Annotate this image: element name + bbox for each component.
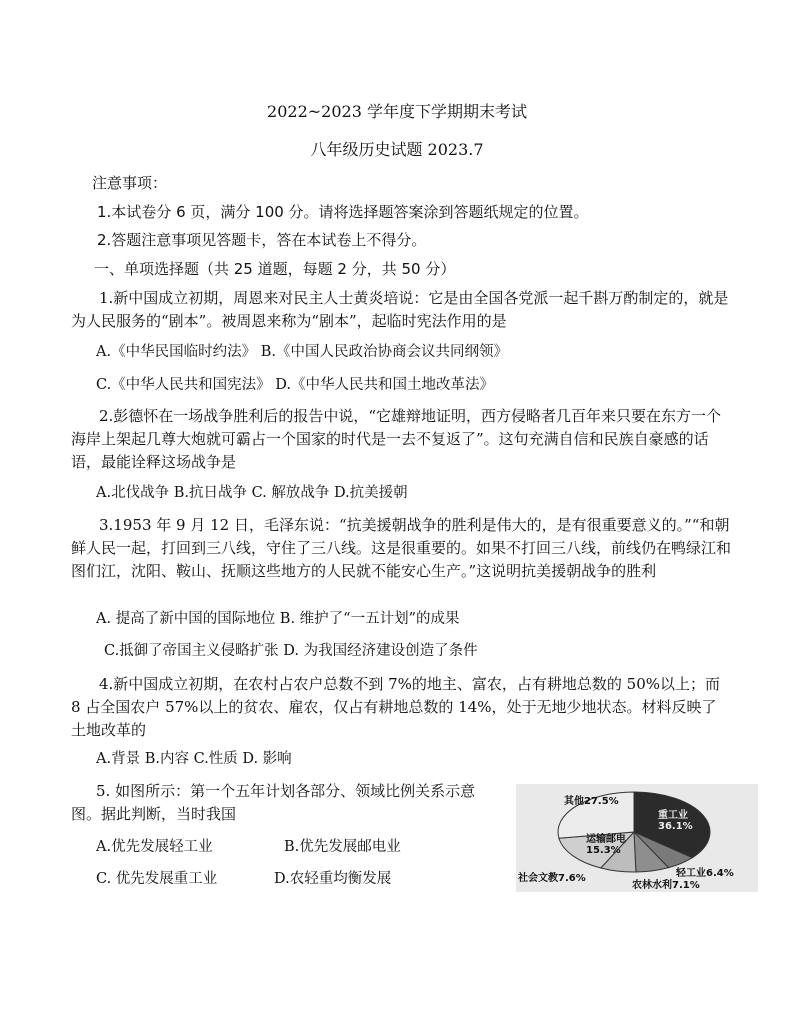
exam-subtitle: 八年级历史试题 2023.7 (310, 140, 484, 159)
question-5-option-c: C. 优先发展重工业 (96, 871, 218, 887)
pie-label-2: 轻工业6.4% (676, 868, 734, 879)
pie-label-1: 重工业 36.1% (658, 810, 693, 832)
question-5-stem-line-1: 5. 如图所示：第一个五年计划各部分、领域比例关系示意 (96, 782, 476, 800)
pie-chart (516, 784, 758, 892)
question-5-option-b: B.优先发展邮电业 (284, 839, 401, 855)
exam-title: 2022~2023 学年度下学期期末考试 (267, 102, 527, 121)
question-4-options: A.背景 B.内容 C.性质 D. 影响 (96, 751, 292, 767)
notes-heading: 注意事项： (92, 174, 168, 192)
section-title: 一、单项选择题（共 25 道题，每题 2 分，共 50 分） (94, 260, 456, 278)
question-5-stem-line-2: 图。据此判断，当时我国 (71, 805, 237, 823)
pie-label-4: 社会文教7.6% (518, 873, 586, 884)
question-4-stem: 4.新中国成立初期，在农村占农户总数不到 7%的地主、富农，占有耕地总数的 50%以上；而 8 占全国农户 57%以上的贫农、雇农，仅占有耕地总数的 14%，处于无地少地状态。材料反映了土地改革的 (71, 675, 720, 739)
pie-label-5: 运输邮电 15.3% (586, 834, 626, 856)
question-3-options-row-2: C.抵御了帝国主义侵略扩张 D. 为我国经济建设创造了条件 (104, 643, 478, 659)
question-2-stem: 2.彭德怀在一场战争胜利后的报告中说，“它雄辩地证明，西方侵略者几百年来只要在东方一个海岸上架起几尊大炮就可霸占一个国家的时代是一去不复返了”。这句充满自信和民族自豪感的话语，最能诠释这场战争是 (71, 407, 721, 471)
question-2-options: A.北伐战争 B.抗日战争 C. 解放战争 D.抗美援朝 (96, 485, 408, 501)
question-1-options-row-2: C.《中华人民共和国宪法》 D.《中华人民共和国土地改革法》 (96, 377, 495, 393)
five-year-plan-pie-figure (516, 784, 758, 892)
question-1-stem: 1.新中国成立初期，周恩来对民主人士黄炎培说：它是由全国各党派一起千斟万酌制定的，就是为人民服务的“剧本”。被周恩来称为“剧本”，起临时宪法作用的是 (71, 289, 729, 330)
pie-label-3: 农林水利7.1% (632, 880, 700, 891)
question-5-option-a: A.优先发展轻工业 (96, 839, 213, 855)
question-5-option-d: D.农轻重均衡发展 (274, 871, 392, 887)
note-item-1: 1.本试卷分 6 页，满分 100 分。请将选择题答案涂到答题纸规定的位置。 (97, 203, 589, 221)
question-3-options-row-1: A. 提高了新中国的国际地位 B. 维护了“一五计划”的成果 (96, 611, 460, 627)
question-1-options-row-1: A.《中华民国临时约法》 B.《中国人民政治协商会议共同纲领》 (96, 344, 508, 360)
pie-label-6: 其他27.5% (564, 796, 619, 807)
question-3-stem: 3.1953 年 9 月 12 日，毛泽东说：“抗美援朝战争的胜利是伟大的，是有很重要意义的。”“和朝鲜人民一起，打回到三八线，守住了三八线。这是很重要的。如果不打回三八线，前线仍在鸭绿江和图们江，沈阳、鞍山、抚顺这些地方的人民就不能安心生产。”这说明抗美援朝战争的胜利 (71, 516, 732, 580)
note-item-2: 2.答题注意事项见答题卡，答在本试卷上不得分。 (97, 231, 427, 249)
